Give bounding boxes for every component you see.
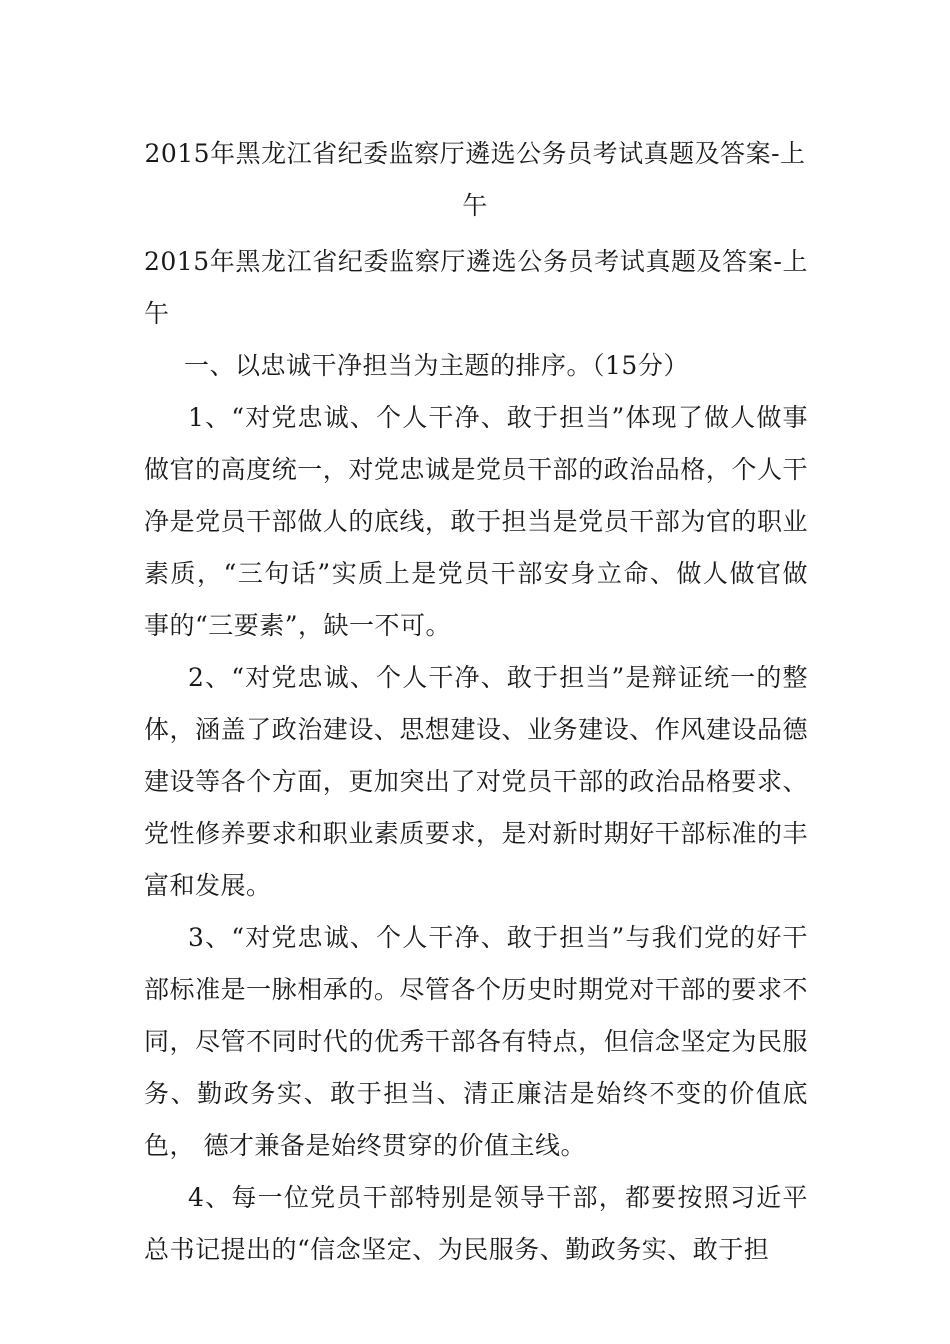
section-heading: 一、以忠诚干净担当为主题的排序。（15分）	[184, 351, 689, 380]
paragraph-3: 3、“对党忠诚、个人干净、敢于担当”与我们党的好干部标准是一脉相承的。尽管各个历史时期党对干部的要求不同，尽管不同时代的优秀干部各有特点，但信念坚定为民服务、勤政务实、敢于担当、清正廉洁是始终不变的价值底色， 德才兼备是始终贯穿的价值主线。	[144, 923, 808, 1160]
document-body	[144, 236, 808, 1276]
title-repeat: 2015年黑龙江省纪委监察厅遴选公务员考试真题及答案-上午	[144, 247, 808, 328]
paragraph-2: 2、“对党忠诚、个人干净、敢于担当”是辩证统一的整体，涵盖了政治建设、思想建设、业务建设、作风建设品德建设等各个方面，更加突出了对党员干部的政治品格要求、党性修养要求和职业素质要求，是对新时期好干部标准的丰富和发展。	[144, 663, 808, 900]
paragraph-4: 4、每一位党员干部特别是领导干部，都要按照习近平总书记提出的“信念坚定、为民服务、勤政务实、敢于担	[144, 1183, 808, 1264]
paragraph-1: 1、“对党忠诚、个人干净、敢于担当”体现了做人做事做官的高度统一，对党忠诚是党员干部的政治品格，个人干净是党员干部做人的底线，敢于担当是党员干部为官的职业素质，“三句话”实质上是党员干部安身立命、做人做官做事的“三要素”，缺一不可。	[144, 403, 808, 640]
document-title: 2015年黑龙江省纪委监察厅遴选公务员考试真题及答案-上午	[144, 139, 806, 220]
